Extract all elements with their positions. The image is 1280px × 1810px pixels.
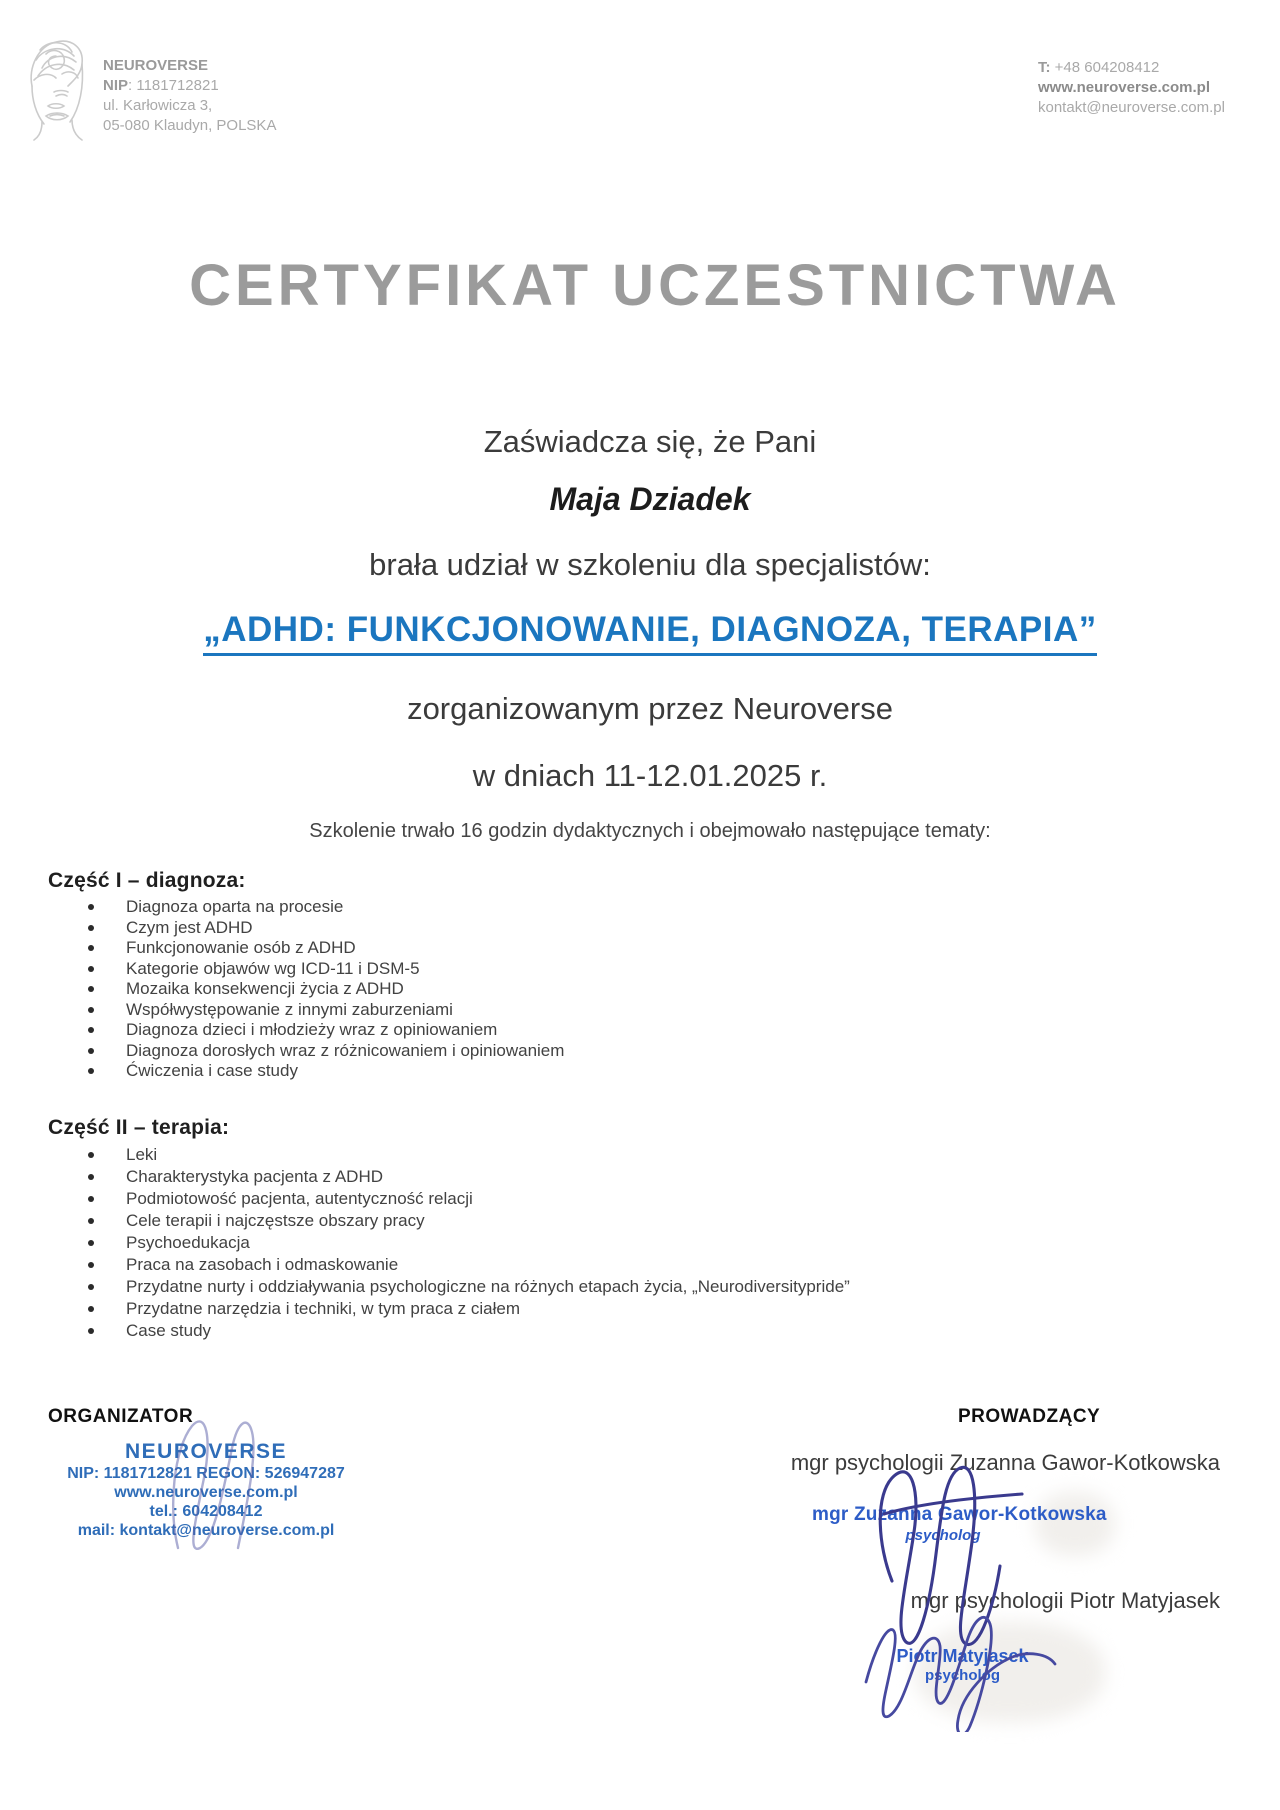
organizer-stamp-ids: NIP: 1181712821 REGON: 526947287	[67, 1465, 345, 1482]
summary-line: Szkolenie trwało 16 godzin dydaktycznych i obejmowało następujące tematy:	[309, 820, 991, 842]
company-email: kontakt@neuroverse.com.pl	[1038, 99, 1225, 116]
course-title-line	[20, 610, 1280, 656]
topic-item: Współwystępowanie z innymi zaburzeniami	[48, 1000, 564, 1021]
section-1-heading: Część I – diagnoza:	[48, 869, 246, 892]
topic-item: Diagnoza dzieci i młodzieży wraz z opiniowaniem	[48, 1020, 564, 1041]
trainer-2-stamp-name: Piotr Matyjasek	[896, 1646, 1029, 1666]
company-phone: T: +48 604208412	[1038, 59, 1160, 76]
trainer-2-stamp-role: psycholog	[924, 1667, 1000, 1684]
company-website: www.neuroverse.com.pl	[1038, 79, 1210, 96]
company-nip: NIP: 1181712821	[103, 77, 219, 94]
topic-item: Podmiotowość pacjenta, autentyczność relacji	[48, 1188, 850, 1210]
topic-item: Przydatne nurty i oddziaływania psychologiczne na różnych etapach życia, „Neurodiversitypride”	[48, 1276, 850, 1298]
intro-line: Zaświadcza się, że Pani	[483, 424, 817, 459]
organized-by-line: zorganizowanym przez Neuroverse	[407, 691, 893, 726]
organizer-stamp-phone: tel.: 604208412	[149, 1503, 263, 1520]
topic-item: Leki	[48, 1144, 850, 1166]
topic-item: Przydatne narzędzia i techniki, w tym praca z ciałem	[48, 1298, 850, 1320]
topic-item: Charakterystyka pacjenta z ADHD	[48, 1166, 850, 1188]
trainer-1-name-line: mgr psychologii Zuzanna Gawor-Kotkowska	[790, 1450, 1220, 1475]
topic-item: Diagnoza dorosłych wraz z różnicowaniem i opiniowaniem	[48, 1041, 564, 1062]
organizer-stamp-email: mail: kontakt@neuroverse.com.pl	[77, 1522, 335, 1539]
topic-item: Mozaika konsekwencji życia z ADHD	[48, 979, 564, 1000]
trainer-2-signature	[858, 1610, 1063, 1732]
organizer-stamp-name: NEUROVERSE	[124, 1440, 288, 1463]
trainer-1-stamp-role: psycholog	[905, 1527, 981, 1544]
topic-item: Cele terapii i najczęstsze obszary pracy	[48, 1210, 850, 1232]
topic-item: Funkcjonowanie osób z ADHD	[48, 938, 564, 959]
company-name: NEUROVERSE	[103, 57, 209, 74]
topic-item: Psychoedukacja	[48, 1232, 850, 1254]
trainer-1-stamp-name: mgr Zuzanna Gawor-Kotkowska	[812, 1504, 1107, 1525]
leaders-label: PROWADZĄCY	[958, 1406, 1101, 1427]
company-contact-block	[1038, 58, 1225, 118]
topic-item: Ćwiczenia i case study	[48, 1061, 564, 1082]
company-city: 05-080 Klaudyn, POLSKA	[103, 117, 277, 134]
dates-line: w dniach 11-12.01.2025 r.	[472, 758, 828, 793]
organizer-label: ORGANIZATOR	[48, 1406, 194, 1427]
participation-line: brała udział w szkoleniu dla specjalistów:	[369, 547, 931, 582]
neuroverse-logo	[18, 34, 92, 142]
topic-item: Case study	[48, 1320, 850, 1342]
course-title-link[interactable]: „ADHD: FUNKCJONOWANIE, DIAGNOZA, TERAPIA”	[203, 610, 1097, 656]
organizer-signature	[148, 1408, 278, 1558]
trainer-2-name-line: mgr psychologii Piotr Matyjasek	[910, 1588, 1220, 1613]
section-1-topics	[48, 897, 564, 1082]
participant-name: Maja Dziadek	[549, 481, 751, 517]
topic-item: Czym jest ADHD	[48, 918, 564, 939]
company-street: ul. Karłowicza 3,	[103, 97, 213, 114]
topic-item: Diagnoza oparta na procesie	[48, 897, 564, 918]
topic-item: Kategorie objawów wg ICD-11 i DSM-5	[48, 959, 564, 980]
topic-item: Praca na zasobach i odmaskowanie	[48, 1254, 850, 1276]
company-address-block	[103, 56, 276, 136]
section-2-heading: Część II – terapia:	[48, 1116, 230, 1139]
organizer-stamp-website: www.neuroverse.com.pl	[114, 1484, 298, 1501]
section-2-topics	[48, 1144, 850, 1342]
certificate-title: CERTYFIKAT UCZESTNICTWA	[189, 253, 1121, 318]
